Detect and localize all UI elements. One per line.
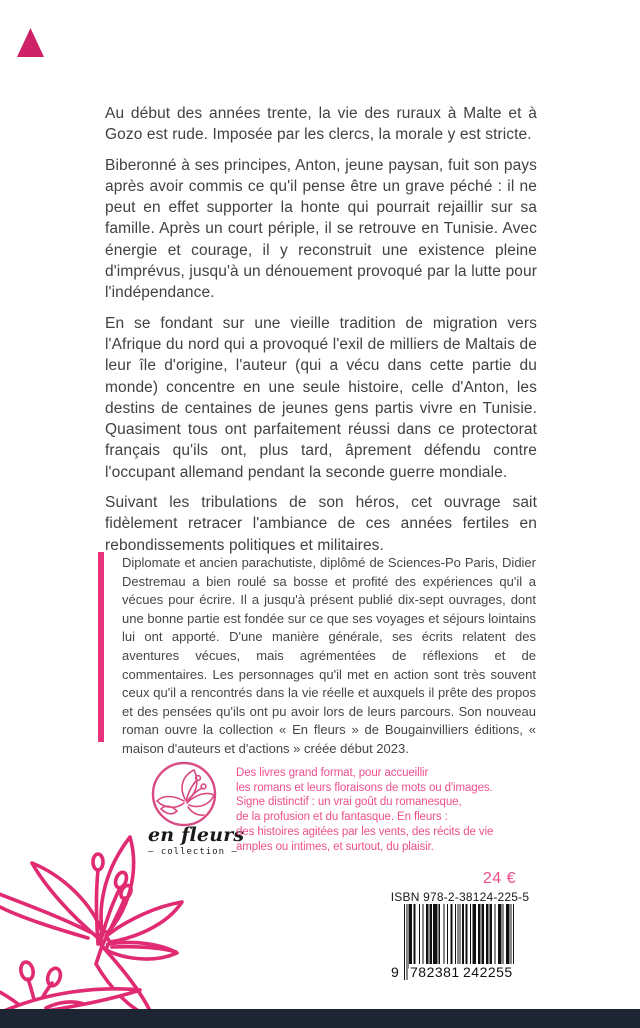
isbn-label: ISBN 978-2-38124-225-5 xyxy=(390,890,530,904)
author-bio-text: Diplomate et ancien parachutiste, diplômé de Sciences-Po Paris, Didier Destremau a bien roulé sa bosse et profité des expériences qu'il a vécues pour écrire. Il a jusqu'à présent publié dix-sept ouvrages, dont une bonne partie est fondée sur ce que ses voyages et séjours lointains lui ont apporté. D'une manière générale, ses écrits relatent des aventures vécues, mais agrémentées de réflexions et de commentaires. Les personnages qu'il met en action sont très souvent ceux qu'il a rencontrés dans la vie réelle et auxquels il prête des propos et des pensées qu'ils ont pu avoir lors de leurs parcours. Son nouveau roman ouvre la collection « En fleurs » de Bougainvilliers éditions, « maison d'auteurs et d'actions » créée début 2023. xyxy=(122,555,536,756)
price-label: 24 € xyxy=(482,870,516,887)
synopsis-paragraph: En se fondant sur une vieille tradition de migration vers l'Afrique du nord qui a provoqué l'exil de milliers de Maltais de leur île d'origine, l'auteur (qui a vécu dans cette partie du monde) concentre en une seule histoire, celle d'Anton, les destins de centaines de jeunes gens partis vivre en Tunisie. Quasiment tous ont parfaitement réussi dans ce protectorat français qu'ils ont, plus tard, âprement défendu contre l'occupant allemand pendant la seconde guerre mondiale. xyxy=(105,314,537,481)
collection-line: Signe distinctif : un vrai goût du romanesque, xyxy=(236,796,462,809)
barcode-digit-left: 9 xyxy=(391,964,400,980)
corner-triangle-icon xyxy=(17,28,44,57)
barcode-digit-group1: 782381 xyxy=(410,964,460,980)
bottom-band xyxy=(0,1009,640,1028)
collection-description xyxy=(236,766,536,854)
synopsis xyxy=(105,103,537,565)
barcode-digit-group2: 242255 xyxy=(463,964,513,980)
author-note-accent-bar xyxy=(98,552,104,742)
collection-line: Des livres grand format, pour accueillir xyxy=(236,767,429,779)
synopsis-paragraph: Suivant les tribulations de son héros, cet ouvrage sait fidèlement retracer l'ambiance de ces années fertiles en rebondissements politiques et militaires. xyxy=(105,494,537,554)
collection-name: en fleurs xyxy=(148,824,245,846)
collection-line: les romans et leurs floraisons de mots ou d'images. xyxy=(236,781,493,794)
lily-illustration xyxy=(0,832,194,1009)
collection-line: amples ou intimes, et surtout, du plaisir. xyxy=(236,840,434,853)
synopsis-paragraph: Biberonné à ses principes, Anton, jeune paysan, fuit son pays après avoir commis ce qu'il pense être un grave péché : il ne peut en effet supporter la honte qui pourrait rejaillir sur sa famille. Après un court périple, il se retrouve en Tunisie. Avec énergie et courage, il y reconstruit une existence pleine d'imprévus, jusqu'à un dénouement provoqué par la lutte pour l'indépendance. xyxy=(105,156,537,302)
flower-logo-icon xyxy=(148,761,220,827)
collection-subtitle: – collection – xyxy=(148,847,238,857)
collection-line: des histoires agitées par les vents, des récits de vie xyxy=(236,825,494,838)
synopsis-paragraph: Au début des années trente, la vie des ruraux à Malte et à Gozo est rude. Imposée par les clercs, la morale y est stricte. xyxy=(105,105,537,144)
collection-line: de la profusion et du fantasque. En fleurs : xyxy=(236,811,448,824)
